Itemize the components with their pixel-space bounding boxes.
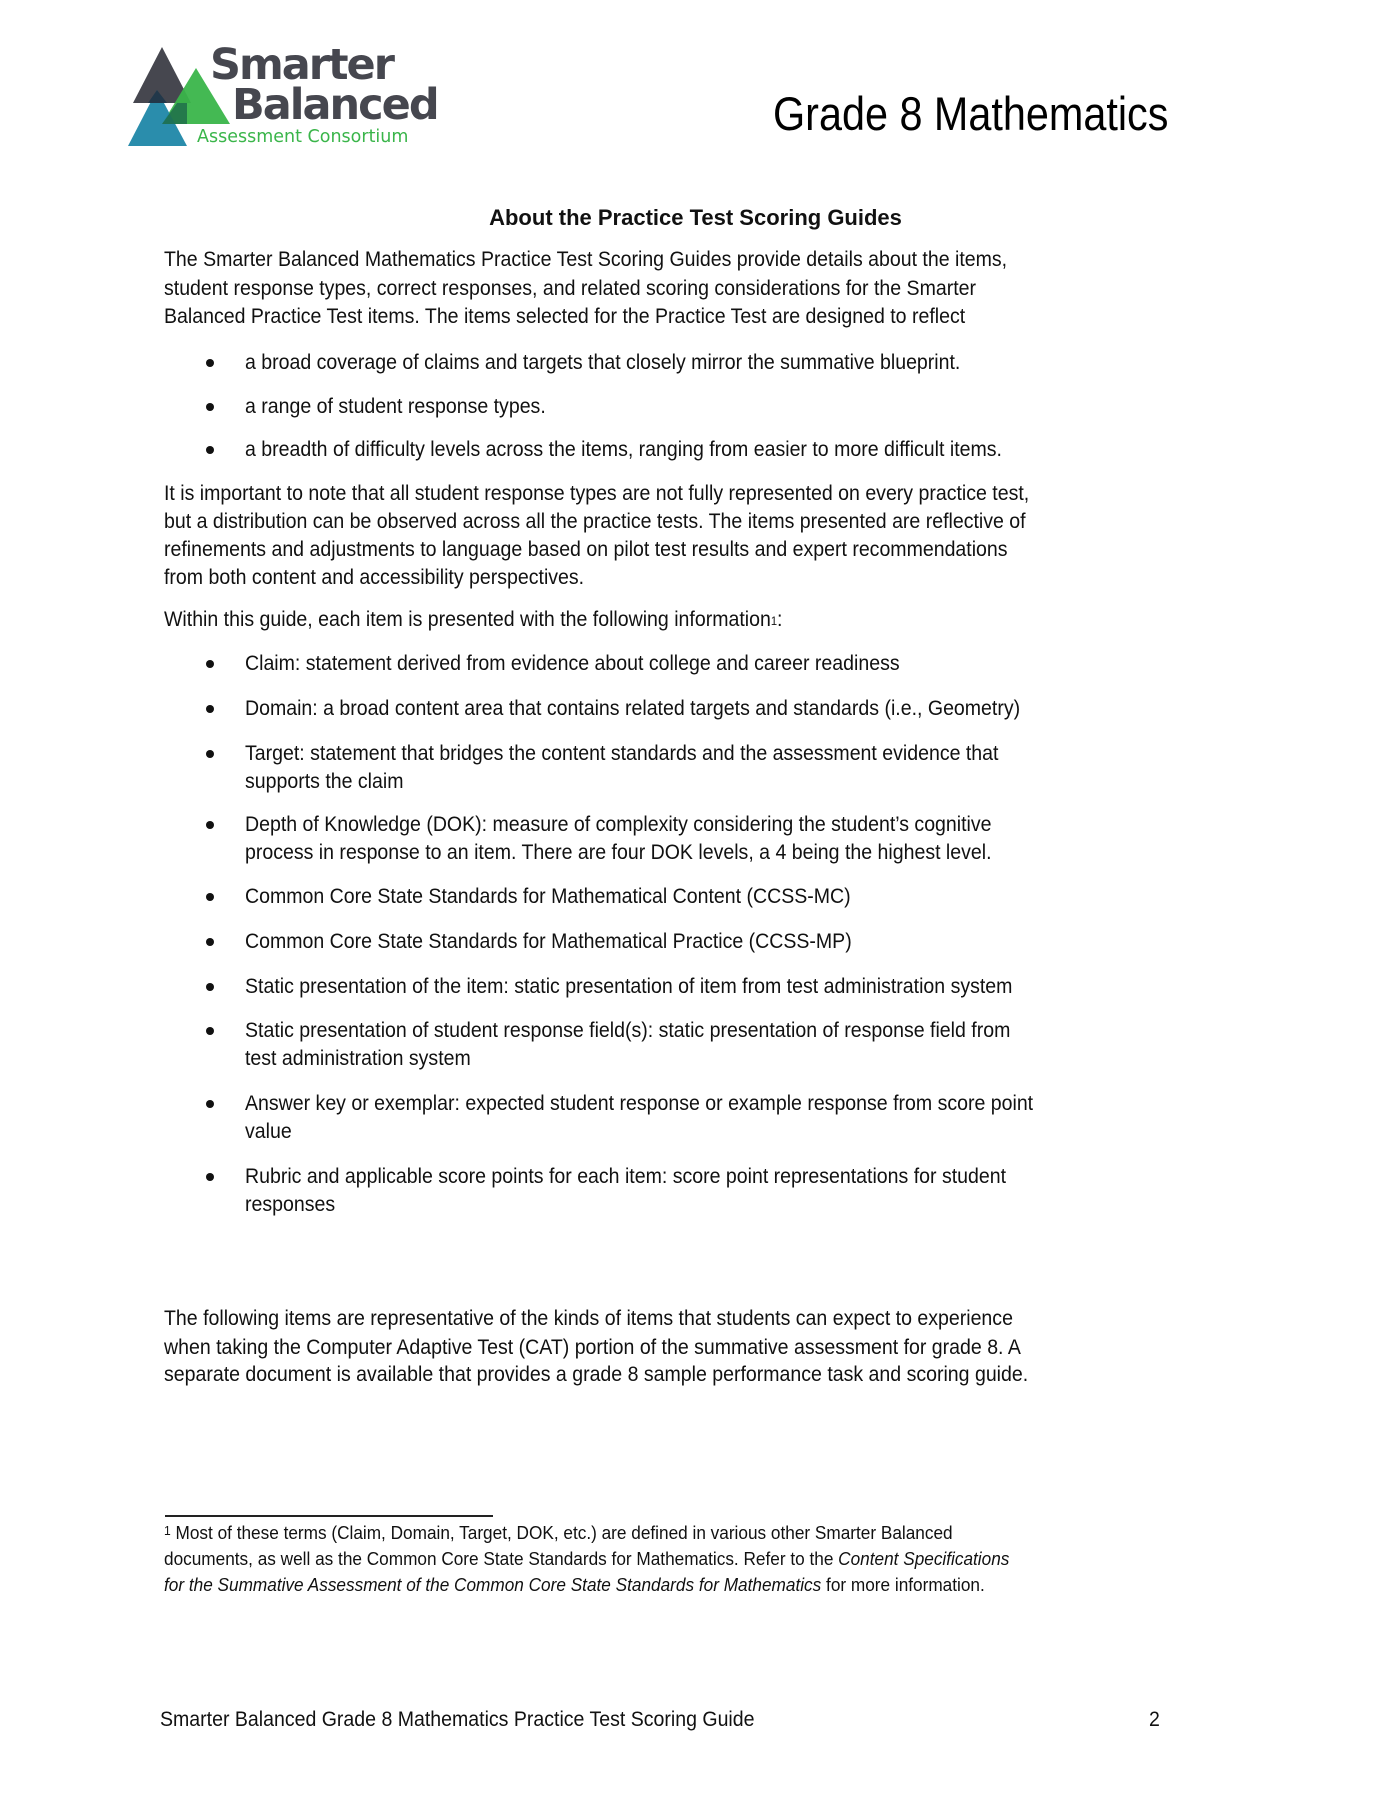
logo-word-smarter: Smarter	[210, 40, 393, 90]
list-item-continuation: process in response to an item. There are four DOK levels, a 4 being the highest level.	[245, 841, 992, 864]
bullet-icon	[206, 1173, 214, 1181]
bullet-icon	[206, 705, 214, 713]
list-item: a range of student response types.	[245, 395, 546, 418]
bullet-icon	[206, 660, 214, 668]
list-item: Static presentation of the item: static presentation of item from test administration system	[245, 975, 1013, 998]
footnote-marker: 1	[164, 1523, 171, 1538]
list-item: Target: statement that bridges the content standards and the assessment evidence that	[245, 742, 999, 765]
list-item: Common Core State Standards for Mathematical Content (CCSS-MC)	[245, 885, 851, 908]
list-item: Rubric and applicable score points for each item: score point representations for student	[245, 1165, 1007, 1188]
page-footer-title: Smarter Balanced Grade 8 Mathematics Practice Test Scoring Guide	[160, 1708, 755, 1731]
list-item-continuation: responses	[245, 1193, 336, 1216]
note-line: from both content and accessibility perspectives.	[164, 566, 585, 589]
bullet-icon	[206, 893, 214, 901]
closing-line: The following items are representative of the kinds of items that students can expect to experience	[164, 1307, 1013, 1330]
intro-line: student response types, correct responses, and related scoring considerations for the Smarter	[164, 277, 977, 300]
list-item: Common Core State Standards for Mathematical Practice (CCSS-MP)	[245, 930, 852, 953]
bullet-icon	[206, 1027, 214, 1035]
bullet-icon	[206, 359, 214, 367]
note-line: It is important to note that all student response types are not fully represented on every practice test,	[164, 482, 1030, 505]
bullet-icon	[206, 983, 214, 991]
intro-line: Balanced Practice Test items. The items selected for the Practice Test are designed to reflect	[164, 305, 966, 328]
footnote-text: documents, as well as the Common Core State Standards for Mathematics. Refer to the	[164, 1548, 839, 1569]
footnote-line	[164, 1546, 1009, 1572]
page-number: 2	[1149, 1708, 1160, 1731]
note-line: refinements and adjustments to language based on pilot test results and expert recommendations	[164, 538, 1008, 561]
within-paragraph	[164, 606, 782, 634]
list-item: Claim: statement derived from evidence about college and career readiness	[245, 652, 900, 675]
bullet-icon	[206, 403, 214, 411]
list-item: a breadth of difficulty levels across the items, ranging from easier to more difficult items.	[245, 438, 1002, 461]
list-item: Static presentation of student response field(s): static presentation of response field from	[245, 1019, 1011, 1042]
section-heading: About the Practice Test Scoring Guides	[489, 205, 902, 230]
note-line: but a distribution can be observed across all the practice tests. The items presented are reflective of	[164, 510, 1026, 533]
footnote-divider	[165, 1515, 493, 1517]
bullet-icon	[206, 938, 214, 946]
intro-line: The Smarter Balanced Mathematics Practice Test Scoring Guides provide details about the items,	[164, 248, 1008, 271]
page-title: Grade 8 Mathematics	[773, 87, 1169, 140]
logo-word-balanced: Balanced	[232, 80, 438, 130]
within-colon: :	[777, 608, 783, 631]
list-item: a broad coverage of claims and targets that closely mirror the summative blueprint.	[245, 351, 961, 374]
bullet-icon	[206, 446, 214, 454]
footnote-citation: Content Specifications	[838, 1548, 1010, 1569]
footnote-line	[164, 1572, 985, 1598]
footnote-text: for more information.	[821, 1574, 985, 1595]
list-item: Depth of Knowledge (DOK): measure of complexity considering the student’s cognitive	[245, 813, 992, 836]
closing-line: separate document is available that provides a grade 8 sample performance task and scoring guide.	[164, 1363, 1029, 1386]
bullet-icon	[206, 821, 214, 829]
list-item: Answer key or exemplar: expected student response or example response from score point	[245, 1092, 1034, 1115]
footnote-text: Most of these terms (Claim, Domain, Target, DOK, etc.) are defined in various other Smarter Balanced	[175, 1522, 953, 1543]
footnote-reference[interactable]: 1	[770, 614, 778, 628]
within-text: Within this guide, each item is presented with the following information	[164, 608, 771, 631]
logo-subtitle: Assessment Consortium	[197, 127, 409, 147]
list-item-continuation: value	[245, 1120, 292, 1143]
list-item-continuation: supports the claim	[245, 770, 404, 793]
footnote-line	[164, 1520, 953, 1546]
list-item-continuation: test administration system	[245, 1047, 471, 1070]
footnote-citation: for the Summative Assessment of the Common Core State Standards for Mathematics	[164, 1574, 822, 1595]
bullet-icon	[206, 1100, 214, 1108]
list-item: Domain: a broad content area that contains related targets and standards (i.e., Geometry)	[245, 697, 1021, 720]
bullet-icon	[206, 750, 214, 758]
smarter-balanced-logo	[115, 40, 455, 152]
closing-line: when taking the Computer Adaptive Test (CAT) portion of the summative assessment for grade 8. A	[164, 1336, 1021, 1359]
